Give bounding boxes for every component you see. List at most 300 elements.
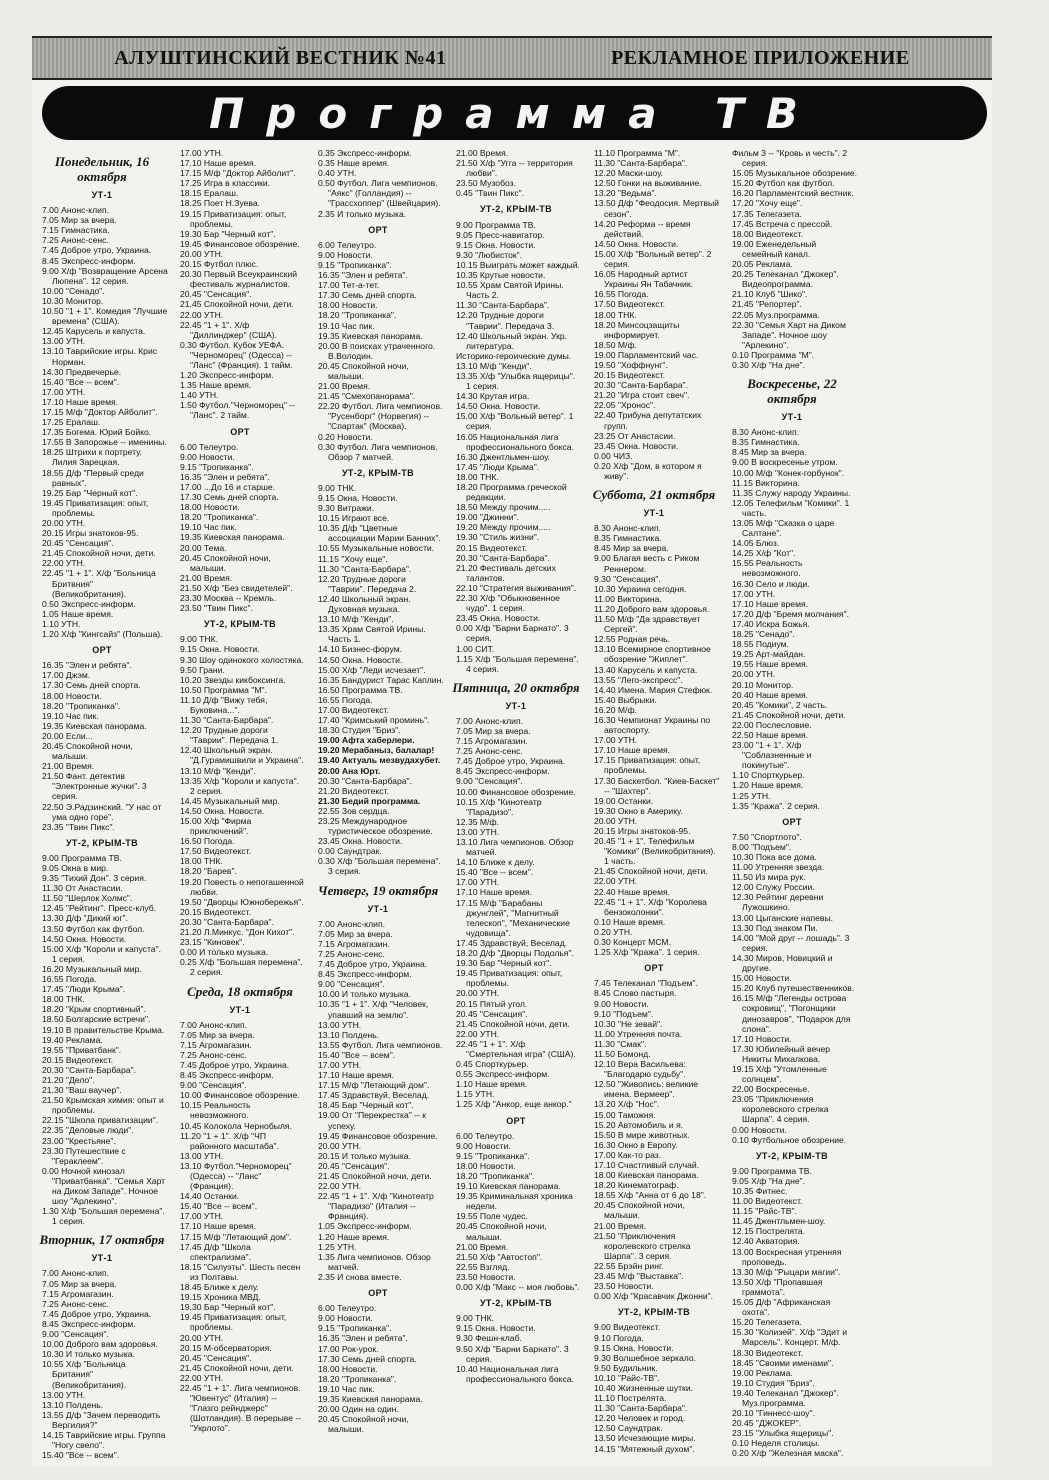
program-entry: 13.10 Футбол."Черноморец" (Одесса) -- "Ланс" (Франция). <box>180 1160 292 1192</box>
program-entry: 17.00 УТН. <box>456 877 500 888</box>
program-entry: 10.30 Монитор. <box>42 295 104 306</box>
program-entry: 17.55 В Запорожье -- именины. <box>42 437 167 448</box>
program-entry: 16.15 М/ф "Легенды острова сокровищ", "Погонщики динозавров", "Подарок для слона". <box>732 993 851 1034</box>
channel-heading: УТ-2, КРЫМ-ТВ <box>479 1298 553 1309</box>
program-entry: 19.55 "Приватбанк". <box>42 1044 122 1055</box>
program-entry: 20.15 Видеотекст. <box>456 542 527 553</box>
program-entry: 8.45 Мир за вчера. <box>732 447 807 458</box>
program-entry: 18.20 Программа греческой редакции. <box>456 482 567 503</box>
program-entry: 10.30 Пока все дома. <box>732 852 817 862</box>
program-entry: 18.20 "Тропиканка". <box>318 310 397 321</box>
program-entry: 0.10 Футбольное обозрение. <box>732 1134 847 1145</box>
program-entry: 1.10 Наше время. <box>456 1079 528 1090</box>
program-entry: 9.00 Новости. <box>318 249 373 260</box>
program-entry: 14.50 Окна. Новости. <box>180 805 265 816</box>
program-entry: 19.15 Х/ф "Утомленные солнцем". <box>732 1063 827 1085</box>
program-entry: 22.45 "1 + 1". Лига чемпионов. "Ювентус" (Италия) -- "Глазго рейнджерс" (Шотландия). В перерыве -- "Укрлото". <box>180 1382 302 1434</box>
program-entry: 7.25 Анонс-сенс. <box>42 1298 109 1309</box>
program-entry: 17.00 УТН. <box>318 1059 362 1070</box>
program-entry: 1.05 Экспресс-информ. <box>318 1221 412 1232</box>
program-entry: 1.25 УТН. <box>732 790 771 801</box>
program-entry: 18.20 Д/ф "Дворцы Подолья". <box>456 948 574 959</box>
program-entry: 20.45 "Сенсация". <box>456 1008 528 1019</box>
program-entry: 15.00 Х/ф "Вольный ветер". 1 серия. <box>456 411 574 432</box>
program-entry: 9.00 "Сенсация". <box>42 1329 109 1340</box>
program-entry: 17.00 ...До 16 и старше. <box>180 482 276 492</box>
program-entry: 7.00 Анонс-клип. <box>42 1268 109 1279</box>
program-entry: 17.45 Здравствуй, Веселад. <box>456 937 568 948</box>
program-entry: 13.05 М/ф "Сказка о царе Салтане". <box>732 518 835 539</box>
program-entry: 15.30 "Колизей". Х/ф "Эдит и Марсель". Концерт. М/ф. <box>732 1327 848 1348</box>
program-entry: 19.30 "Стиль жизни". <box>456 532 540 543</box>
program-entry: 11.20 Доброго вам здоровья. <box>594 603 710 614</box>
channel-heading: ОРТ <box>230 426 250 437</box>
program-entry: 17.30 Семь дней спорта. <box>180 492 279 503</box>
program-entry: 1.35 "Кража". 2 серия. <box>732 800 820 811</box>
program-entry: 19.30 Бар "Черный кот". <box>180 228 276 239</box>
program-entry: 22.50 Наше время. <box>732 729 809 740</box>
program-entry: 17.45 Д/ф "Школа спектрализма". <box>180 1241 251 1262</box>
program-entry: 15.50 В мире животных. <box>594 1129 690 1140</box>
program-entry: 17.30 Семь дней спорта. <box>318 290 417 301</box>
program-entry: 14.00 "Мой друг -- лошадь". 3 серия. <box>732 932 850 953</box>
program-entry: 17.30 Семь дней спорта. <box>42 680 141 691</box>
channel-heading: УТ-2, КРЫМ-ТВ <box>479 204 553 215</box>
program-entry: 13.10 М/ф "Кенди". <box>456 360 532 371</box>
program-entry: 23.05 "Приключения королевского стрелка Шарпа". 4 серия. <box>732 1094 829 1125</box>
program-entry: 17.30 Семь дней спорта. <box>318 1353 417 1364</box>
program-entry: 11.15 "Райс-ТВ". <box>732 1206 797 1217</box>
program-entry: 9.30 "Любисток". <box>456 249 523 260</box>
program-entry: 10.00 Доброго вам здоровья. <box>42 1339 158 1350</box>
program-entry: 21.45 Спокойной ночи, дети. <box>456 1018 570 1029</box>
program-entry: 7.25 Анонс-сенс. <box>456 746 523 757</box>
program-entry: 12.20 Трудные дороги "Таврии". Передача 3. <box>456 310 555 331</box>
program-entry: 20.45 "1 + 1". Телефильм "Комики" (Великобритания). 1 часть. <box>594 836 716 867</box>
program-entry: 20.15 Видеотекст. <box>42 1054 113 1065</box>
day-heading: Суббота, 21 октября <box>592 487 716 503</box>
program-entry: 20.45 "Комики", 2 часть. <box>732 699 828 710</box>
program-entry: 14.45 Музыкальный мир. <box>180 795 280 806</box>
channel-heading: УТ-1 <box>505 700 527 711</box>
program-entry: 0.00 Ночной кинозал "Приватбанка". "Семья Харт на Диком Западе". Ночное шоу "Арлекино". <box>42 1165 166 1207</box>
program-entry: 9.15 Окна. Новости. <box>594 1342 674 1353</box>
program-entry: 14.40 Останки. <box>180 1191 240 1202</box>
program-entry: 10.15 Реальность невозможного. <box>180 1100 251 1121</box>
program-entry: 21.20 Л.Минкус. "Дон Кихот". <box>180 927 295 938</box>
program-entry: 19.15 Хроника МВД. <box>180 1292 261 1303</box>
program-entry: 14.30 Миров, Новицкий и другие. <box>732 952 833 974</box>
program-entry: 11.15 "Хочу еще". <box>318 553 388 564</box>
program-entry: 0.40 УТН. <box>318 168 357 179</box>
program-entry: 15.00 Х/ф "Короли и капуста". 1 серия. <box>42 943 162 964</box>
program-entry: 23.50 Новости. <box>456 1271 516 1282</box>
channel-heading: УТ-2, КРЫМ-ТВ <box>617 1307 691 1318</box>
program-entry: 19.40 Актуаль мезвудахубет. <box>318 755 441 766</box>
program-entry: 22.00 УТН. <box>42 558 86 569</box>
program-entry: 20.00 УТН. <box>456 988 500 999</box>
program-entry: 15.00 Х/ф "Фирма приключений". <box>180 816 252 837</box>
program-entry: 19.25 Бар "Черный кот". <box>42 487 138 498</box>
program-entry: 8.35 Гимнастика. <box>594 533 662 544</box>
program-entry: 22.20 Футбол. Лига чемпионов. "Русенборг" (Норвегия) -- "Спартак" (Москва). <box>318 401 443 432</box>
program-entry: 12.35 М/ф. <box>456 816 499 827</box>
program-entry: 0.25 Х/ф "Большая перемена". 2 серия. <box>180 957 303 978</box>
program-entry: 8.30 Анонс-клип. <box>594 523 661 534</box>
program-entry: 20.15 Игры знатоков-95. <box>42 528 139 539</box>
program-entry: 18.55 Х/ф "Анна от 6 до 18". <box>594 1190 707 1201</box>
program-entry: 0.45 "Твин Пикс". <box>456 188 525 199</box>
program-entry: 9.30 Волшебное зеркало. <box>594 1352 697 1363</box>
program-entry: 19.00 Останки. <box>594 795 654 806</box>
program-entry: 17.00 Джэм. <box>42 670 91 681</box>
day-heading: Вторник, 17 октября <box>39 1232 165 1248</box>
program-entry: 17.15 М/ф "Барабаны джунглей", "Магнитный телескоп", "Механические чудовища". <box>456 897 570 938</box>
program-entry: 7.05 Мир за вчера. <box>456 725 531 736</box>
program-entry: 17.35 Богема. Юрий Бойко. <box>42 427 152 438</box>
program-entry: 23.00 "Крестьяне". <box>42 1135 116 1146</box>
program-entry: 18.15 Ералаш. <box>180 188 239 199</box>
channel-heading: ОРТ <box>92 645 112 656</box>
program-entry: 15.05 Д/ф "Африканская охота". <box>732 1297 831 1318</box>
program-entry: 20.45 "Сенсация". <box>180 289 252 300</box>
program-entry: 0.30 Х/ф "Большая перемена". 3 серия. <box>318 856 441 877</box>
program-entry: 13.00 Воскресная утренняя проповедь. <box>732 1246 842 1267</box>
program-entry: 7.05 Мир за вчера. <box>318 928 393 939</box>
program-entry: 16.30 Село и люди. <box>732 578 810 589</box>
program-entry: 18.00 Новости. <box>318 1363 378 1374</box>
program-entry: 19.00 Еженедельный семейный канал. <box>732 238 817 259</box>
program-entry: 20.45 "Сенсация". <box>318 1160 390 1171</box>
program-entry: 23.50 Новости. <box>594 1281 654 1292</box>
program-entry: 21.50 Х/ф "Без свидетелей". <box>180 582 293 593</box>
program-entry: 16.55 Погода. <box>42 974 97 985</box>
program-entry: 20.10 Монитор. <box>732 679 794 690</box>
program-entry: 1.35 Наше время. <box>180 380 252 391</box>
program-entry: 7.05 Мир за вчера. <box>180 1029 255 1040</box>
program-entry: 16.55 Погода. <box>594 289 649 300</box>
newspaper-page <box>32 36 992 1466</box>
program-entry: 9.35 "Тихий Дон". 3 серия. <box>42 873 147 884</box>
program-entry: 10.00 Финансовое обозрение. <box>180 1090 300 1101</box>
program-entry: 22.00 УТН. <box>318 1181 362 1192</box>
program-entry: 17.45 "Люди Крыма". <box>456 461 540 472</box>
program-entry: 11.10 Пострелята. <box>594 1393 667 1404</box>
program-entry: 0.00 Х/ф "Барни Барнато". 3 серия. <box>456 623 569 644</box>
program-entry: 12.50 Гонки на выживание. <box>594 178 702 189</box>
program-entry: 0.30 Футбол. Лига чемпионов. Обзор 7 матчей. <box>318 441 438 462</box>
program-entry: 9.15 "Тропиканка". <box>180 461 254 472</box>
program-entry: 19.00 Парламентский час. <box>594 349 699 360</box>
program-entry: 17.00 Как-то раз. <box>594 1149 662 1160</box>
program-entry: 18.55 Подиум. <box>732 639 789 650</box>
program-entry: 9.00 ТНК. <box>318 482 356 493</box>
program-entry: 11.00 Викторина. <box>594 593 662 604</box>
program-entry: 10.40 Жизненные шутки. <box>594 1382 694 1393</box>
program-entry: 7.05 Мир за вчера. <box>42 215 117 226</box>
schedule-column <box>174 148 306 1463</box>
program-entry: 0.00 Х/ф "Макс -- моя любовь". <box>456 1282 580 1293</box>
program-entry: 17.00 Видеотекст. <box>318 704 389 715</box>
program-entry: 19.25 Арт-майдан. <box>732 649 806 660</box>
program-entry: 19.35 Киевская панорама. <box>180 532 285 543</box>
program-entry: 10.30 "Не зевай". <box>594 1018 663 1029</box>
program-entry: 19.45 Приватизация: опыт, проблемы. <box>42 497 149 518</box>
program-entry: 13.10 М/ф "Кенди". <box>318 614 394 625</box>
program-entry: 1.05 Наше время. <box>42 608 114 619</box>
channel-heading: УТ-2, КРЫМ-ТВ <box>65 837 139 848</box>
schedule-column <box>450 148 582 1463</box>
program-entry: 21.10 Клуб "Шико". <box>732 289 808 300</box>
program-entry: 20.00 УТН. <box>318 1140 362 1151</box>
program-entry: 1.35 Лига чемпионов. Обзор матчей. <box>318 1251 431 1272</box>
program-entry: 22.45 "1 + 1". Х/ф "Больница Бритвния" (Великобритания). <box>42 568 156 599</box>
program-entry: 19.30 Окно в Америку. <box>594 805 683 816</box>
program-entry: 22.40 Наше время. <box>594 886 671 897</box>
program-entry: 17.15 М/ф "Летающий дом". <box>180 1231 292 1242</box>
program-entry: 12.00 Служу России. <box>732 882 815 893</box>
program-entry: 19.15 Приватизация: опыт, проблемы. <box>180 208 287 229</box>
program-entry: 1.00 СИТ. <box>456 643 495 654</box>
program-entry: 7.45 Телеканал "Подъем". <box>594 978 698 989</box>
program-entry: 10.35 "1 + 1". Х/ф "Человек, упавший на землю". <box>318 999 429 1020</box>
program-entry: 21.45 Спокойной ночи, дети. <box>180 1362 294 1373</box>
program-entry: 22.00 УТН. <box>180 1372 224 1383</box>
program-entry: 7.00 Анонс-клип. <box>456 715 523 726</box>
program-entry: 10.00 М/ф "Конек-горбунок". <box>732 467 845 478</box>
program-entry: 19.30 Бар "Черный кот". <box>456 958 552 969</box>
program-entry: 13.20 "Ведьма". <box>594 188 657 199</box>
program-entry: 20.00 УТН. <box>594 815 638 826</box>
program-entry: 17.15 М/ф "Доктор Айболит". <box>180 168 296 179</box>
program-entry: 15.20 Футбол как футбол. <box>732 178 835 189</box>
program-entry: 1.20 Наше время. <box>732 780 804 791</box>
program-entry: 14.50 Окна. Новости. <box>42 933 127 944</box>
program-entry: 1.20 Х/ф "Кингсайз" (Польша). <box>42 629 163 640</box>
program-entry: 0.20 Новости. <box>318 431 373 442</box>
program-entry: 13.35 Х/ф "Короли и капуста". 2 серия. <box>180 775 300 796</box>
program-entry: 16.20 Парламентский вестник. <box>732 188 854 199</box>
program-entry: 21.50 Крымская химия: опыт и проблемы. <box>42 1095 164 1116</box>
program-entry: 17.10 Наше время. <box>594 745 671 756</box>
program-entry: 1.40 УТН. <box>180 390 219 401</box>
program-entry: 10.00 Финансовое обозрение. <box>456 786 576 797</box>
program-entry: 0.20 УТН. <box>594 926 633 937</box>
schedule-columns <box>36 148 992 1463</box>
program-entry: 8.30 Анонс-клип. <box>732 427 799 438</box>
program-entry: 14.30 Крутая игра. <box>456 391 530 402</box>
program-entry: 9.00 Благая весть с Риком Реннером. <box>594 553 700 574</box>
program-entry: 16.30 Джентльмен-шоу. <box>456 451 550 462</box>
program-entry: 18.00 Киевская панорама. <box>594 1170 699 1181</box>
program-entry: 17.20 Д/ф "Бремя молчания". <box>732 608 849 619</box>
program-entry: 21.20 "Игра стоит свеч". <box>594 390 690 401</box>
program-entry: 16.35 "Элен и ребята". <box>180 471 270 482</box>
program-entry: 10.15 Играют все. <box>318 513 390 524</box>
program-entry: 13.55 Футбол. Лига чемпионов. <box>318 1039 443 1050</box>
program-entry: 13.10 Полдень. <box>318 1029 380 1040</box>
program-entry: 8.35 Гимнастика. <box>732 437 800 448</box>
program-entry: 22.55 Взгляд. <box>456 1261 510 1272</box>
program-entry: 21.00 Время. <box>456 1241 509 1252</box>
program-entry: 20.15 М-обсерватория. <box>180 1342 272 1353</box>
program-entry: 23.50 "Твин Пикс". <box>180 603 253 614</box>
program-entry: 9.00 Программа ТВ. <box>732 1165 812 1176</box>
program-entry: 19.20 Мерабаныз, балалар! <box>318 745 435 756</box>
program-entry: 18.25 Поет Н.Зуева. <box>180 198 261 209</box>
program-entry: 20.15 Футбол плюс. <box>180 259 259 270</box>
program-entry: 22.00 Воскресенье. <box>732 1084 810 1095</box>
program-entry: 0.35 Экспресс-информ. <box>318 148 412 158</box>
program-entry: 14.30 Предвечерье. <box>42 366 122 377</box>
program-entry: 15.55 Реальность невозможного. <box>732 558 803 579</box>
program-entry: 12.50 Саундтрак. <box>594 1423 663 1434</box>
program-entry: 17.25 Ералаш. <box>42 417 101 428</box>
program-entry: 19.55 Поле чудес. <box>456 1211 528 1222</box>
program-entry: 12.40 Школьный экран. Духовная музыка. <box>318 593 411 615</box>
program-entry: 10.50 "1 + 1". Комедия "Лучшие времена" (США). <box>42 306 168 327</box>
channel-heading: УТ-1 <box>367 903 389 914</box>
program-entry: 16.20 М/ф. <box>594 704 637 715</box>
program-entry: 15.20 Клуб путешественников. <box>732 983 855 994</box>
program-entry: 7.25 Анонс-сенс. <box>42 235 109 246</box>
channel-heading: ОРТ <box>644 963 664 974</box>
program-entry: 17.10 Наше время. <box>456 887 533 898</box>
program-entry: 13.35 Х/ф "Улыбка ящерицы". 1 серия. <box>456 370 576 392</box>
program-entry: 21.00 Время. <box>180 572 233 583</box>
program-entry: 10.00 И только музыка. <box>318 989 411 1000</box>
program-entry: 22.15 "Школа приватизации". <box>42 1115 159 1126</box>
program-entry: 9.05 Окна в мир. <box>42 863 109 873</box>
program-entry: 14.20 Реформа -- время действий. <box>594 218 691 239</box>
program-entry: 18.20 "Тропиканка". <box>180 512 259 523</box>
program-entry: 10.20 Звезды кикбоксинга. <box>180 674 286 685</box>
program-entry: 19.50 "Хоффнунг". <box>594 359 668 370</box>
program-entry: 17.15 М/ф "Летающий дом". <box>318 1080 430 1091</box>
program-entry: 7.15 Агромагазин. <box>42 1288 114 1299</box>
program-entry: 10.50 Программа "М". <box>180 684 267 695</box>
program-entry: 22.00 УТН. <box>456 1028 500 1039</box>
program-entry: 10.55 Музыкальные новости. <box>318 543 435 554</box>
program-entry: 18.00 Новости. <box>318 300 378 311</box>
program-entry: 19.00 "Джинни". <box>456 512 520 523</box>
program-entry: 23.45 Окна. Новости. <box>594 440 679 451</box>
program-entry: 11.00 Утренняя почта. <box>594 1028 683 1039</box>
program-entry: 11.00 Утренняя звезда. <box>732 862 825 873</box>
program-entry: 9.00 Х/ф "Возвращение Арсена Люпена". 12 серия. <box>42 265 168 286</box>
program-entry: 16.35 Бандурист Тарас Каплин. <box>318 674 444 685</box>
program-entry: 10.30 И только музыка. <box>42 1349 135 1360</box>
program-entry: 0.35 Наше время. <box>318 158 390 169</box>
program-entry: 8.00 "Подъем". <box>732 841 792 852</box>
program-entry: 17.30 Баскетбол. "Киев-Баскет" -- "Шахтер". <box>594 775 720 796</box>
program-entry: 19.35 Киевская панорама. <box>318 1393 423 1404</box>
program-entry: 11.30 "Санта-Барбара". <box>594 1403 688 1414</box>
program-entry: 0.00 Саундтрак. <box>318 846 382 857</box>
channel-heading: ОРТ <box>782 816 802 827</box>
program-entry: 11.50 Из мира рук. <box>732 872 806 883</box>
program-entry: 19.45 Приватизация: опыт, проблемы. <box>456 968 563 989</box>
channel-heading: УТ-2, КРЫМ-ТВ <box>203 619 277 630</box>
program-entry: 14.05 Блюз. <box>732 538 780 549</box>
program-entry: 16.30 Окно в Европу. <box>594 1139 678 1150</box>
program-entry: 10.35 Крутые новости. <box>456 270 546 281</box>
program-entry: 14.10 Бизнес-форум. <box>318 644 402 655</box>
program-entry: 22.00 Послесловие. <box>732 719 812 730</box>
program-entry: 18.45 "Своими именами". <box>732 1357 834 1368</box>
program-entry: 16.55 Погода. <box>318 694 373 705</box>
program-entry: 19.10 В правительстве Крыма. <box>42 1024 165 1035</box>
program-entry: 17.15 М/ф "Доктор Айболит". <box>42 406 158 417</box>
program-entry: 15.20 Телегазета. <box>732 1317 802 1328</box>
program-entry: 1.20 Наше время. <box>318 1231 390 1242</box>
program-entry: 9.50 Будильник. <box>594 1362 658 1373</box>
program-entry: 9.50 Х/ф "Барни Барнато". 3 серия. <box>456 1343 569 1364</box>
program-entry: 9.00 Новости. <box>318 1313 373 1324</box>
program-entry: 21.45 Спокойной ночи, дети. <box>732 709 846 720</box>
program-entry: 18.50 Между прочим..... <box>456 502 551 513</box>
program-entry: 7.15 Агромагазин. <box>318 938 390 949</box>
channel-heading: УТ-1 <box>91 1253 113 1264</box>
program-entry: 12.55 Родная речь. <box>594 634 671 645</box>
program-entry: 14.50 Окна. Новости. <box>456 401 541 412</box>
program-entry: 15.40 "Все -- всем". <box>318 1049 396 1060</box>
program-entry: 15.40 "Все -- всем". <box>456 867 534 878</box>
program-entry: 12.10 Вера Васильева: "Благодарю судьбу". <box>594 1059 686 1080</box>
program-entry: 12.45 "Рейтинг". Пресс-клуб. <box>42 903 157 914</box>
program-entry: 11.10 Программа "М". <box>594 148 681 158</box>
program-entry: 18.30 Видеотекст. <box>732 1347 803 1358</box>
program-entry: 14.15 Таврийские игры. Группа "Ногу свело". <box>42 1429 166 1451</box>
program-entry: 0.10 Программа "М". <box>732 349 815 360</box>
program-entry: 14.50 Окна. Новости. <box>318 654 403 665</box>
program-entry: 9.10 "Подъем". <box>594 1008 654 1019</box>
program-entry: 9.15 Окна. Новости. <box>180 644 260 655</box>
program-entry: 13.00 УТН. <box>180 1150 224 1161</box>
program-entry: 17.10 Счастливый случай. <box>594 1160 700 1170</box>
program-entry: 18.45 Бар "Черный кот". <box>318 1100 414 1111</box>
program-entry: 1.25 УТН. <box>318 1241 357 1252</box>
program-entry: 11.30 "Санта-Барбара". <box>456 300 550 311</box>
program-entry: 23.30 Путешествие с "Гераклеем". <box>42 1145 126 1166</box>
newspaper-title: АЛУШТИНСКИЙ ВЕСТНИК №41 <box>114 46 447 69</box>
channel-heading: УТ-2, КРЫМ-ТВ <box>755 1150 829 1161</box>
program-entry: 17.00 УТН. <box>594 735 638 746</box>
program-entry: 1.25 Х/ф "Анкор, еще анкор." <box>456 1099 572 1110</box>
program-entry: 8.45 Экспресс-информ. <box>42 255 136 266</box>
program-entry: 12.40 Школьный экран. "Д.Гурамишвили и Украина". <box>180 745 304 766</box>
program-entry: 6.00 Телеутро. <box>180 441 239 452</box>
program-entry: 16.50 Программа ТВ. <box>318 684 403 695</box>
program-entry: 12.20 Маски-шоу. <box>594 168 664 179</box>
program-entry: 11.35 Служу народу Украины. <box>732 487 851 498</box>
program-entry: 17.10 Новости. <box>732 1033 792 1044</box>
program-entry: 19.20 Повесть о непогашенной любви. <box>180 876 304 897</box>
program-entry: 17.10 Наше время. <box>180 1221 257 1232</box>
program-entry: 1.10 Спорткурьер. <box>732 770 805 781</box>
program-entry: 15.40 "Все -- всем". <box>42 1450 120 1461</box>
program-entry: 13.50 Д/ф "Феодосия. Мертвый сезон". <box>594 198 719 219</box>
program-entry: 17.50 Видеотекст. <box>594 299 665 310</box>
program-entry: 20.30 "Санта-Барбара". <box>456 552 550 563</box>
program-entry: 18.00 ТНК. <box>42 994 85 1005</box>
program-entry: 21.30 Бедий программа. <box>318 795 421 806</box>
program-entry: 22.45 "1 + 1". Х/ф "Смертельная игра" (США). <box>456 1038 576 1059</box>
program-entry: 20.30 "Санта-Барбара". <box>42 1064 136 1075</box>
program-entry: 18.20 "Барев". <box>180 866 237 877</box>
program-entry: 9.15 "Тропиканка". <box>456 1150 530 1161</box>
program-entry: 23.45 М/ф "Выставка". <box>594 1271 684 1282</box>
